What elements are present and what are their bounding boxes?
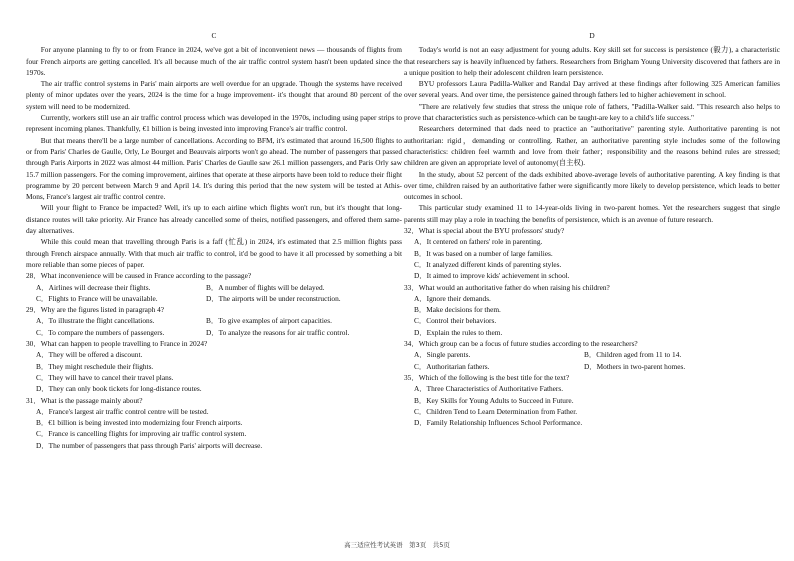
page-footer: 高三适应性考试英语 第3页 共5页 — [344, 541, 450, 549]
paragraph: The air traffic control systems in Paris' main airports are well overdue for an upgrade. Though the systems have received plenty of minor updates over the years, 2024 is the time for a huge improvement- it's thought that around 80 percent of the system will need to be modernized. — [26, 79, 402, 111]
question-stem: 28．What inconvenience will be caused in France according to the passage? — [26, 271, 252, 281]
questions-c — [26, 270, 402, 451]
paragraph: But that means there'll be a large number of cancellations. According to BFM, it's estimated that around 16,500 flights to or from Paris' Charles de Gaulle, Orly, Le Bourget and Beauvais airports won't go ahead. The number of passengers that passed through Paris Airports in 2022 was almost 44 million. Paris' Charles de Gaulle saw 26.1 million passengers, and Paris Orly saw 15.7 million passengers. For the coming improvement, airlines that operate at these airports have been told to reduce their flight programme by 20 percent between March 9 and April 14. It's during this period that the new system will be tested at Athis-Mons, France's largest air traffic control centre. — [26, 135, 402, 202]
answer-option: D．The airports will be under reconstruction. — [206, 293, 341, 303]
questions-d — [404, 225, 780, 428]
answer-option: C．France is cancelling flights for improving air traffic control system. — [36, 429, 247, 439]
answer-option: A．Three Characteristics of Authoritative Fathers. — [414, 384, 564, 394]
answer-option: C．To compare the numbers of passengers. — [36, 327, 165, 337]
answer-options — [26, 349, 402, 394]
answer-option: A．Ignore their demands. — [414, 293, 491, 303]
answer-options — [404, 349, 780, 372]
answer-option: B．They might reschedule their flights. — [36, 361, 154, 371]
question-stem: 30．What can happen to people travelling to France in 2024? — [26, 339, 208, 349]
answer-option: D．Explain the rules to them. — [414, 327, 503, 337]
answer-option: B．To give examples of airport capacities. — [206, 316, 332, 326]
left-column — [26, 30, 402, 451]
answer-options — [26, 282, 402, 305]
right-column — [404, 30, 780, 428]
answer-option: B．€1 billion is being invested into modernizing four French airports. — [36, 418, 243, 428]
question-stem: 32．What is special about the BYU professors' study? — [404, 226, 565, 236]
answer-option: D．Family Relationship Influences School Performance. — [414, 418, 583, 428]
answer-option: D．They can only book tickets for long-distance routes. — [36, 384, 202, 394]
answer-option: B．Make decisions for them. — [414, 305, 501, 315]
paragraph: For anyone planning to fly to or from France in 2024, we've got a bit of inconvenient news — thousands of flights from four French airports are getting cancelled. It's all because much of the air traffic control system hasn't been updated since the 1970s. — [26, 45, 402, 77]
passage-d — [404, 44, 780, 225]
answer-options — [26, 406, 402, 451]
paragraph: This particular study examined 11 to 14-year-olds living in two-parent homes. Yet the researchers suggest that single parents still may play a role in teaching the benefits of persistence, which is an avenue of future research. — [404, 203, 780, 224]
question-stem: 29．Why are the figures listed in paragraph 4? — [26, 305, 165, 315]
paragraph: Today's world is not an easy adjustment for young adults. Key skill set for success is persistence (毅力), a characteristic that researchers say is heavily influenced by fathers. Researchers from Brigham Young University discovered that fathers are in a unique position to help their adolescent children learn persistence. — [404, 45, 780, 77]
paragraph: In the study, about 52 percent of the dads exhibited above-average levels of authoritative parenting. A key finding is that over time, children raised by an authoritative father were significantly more likely to develop persistence, which leads to better outcomes in school. — [404, 169, 780, 202]
question-stem: 35．Which of the following is the best title for the text? — [404, 372, 570, 382]
answer-option: A．Single parents. — [414, 350, 471, 360]
answer-option: C．Control their behaviors. — [414, 316, 497, 326]
paragraph: Researchers determined that dads need to practice an "authoritative" parenting style. Authoritative parenting is not authoritarian: rigid，demanding or controlling. Rather, an authoritative parenting style includes some of the following characteristics: children feel warmth and love from their father；responsibility and the reasons behind rules are stressed; children are given an appropriate level of autonomy(自主权). — [404, 124, 780, 168]
answer-option: C．They will have to cancel their travel plans. — [36, 372, 174, 382]
answer-option: C．Authoritarian fathers. — [414, 361, 490, 371]
question-stem: 33．What would an authoritative father do when raising his children? — [404, 282, 610, 292]
answer-options — [404, 236, 780, 281]
answer-option: B．A number of flights will be delayed. — [206, 282, 325, 292]
answer-option: D．It aimed to improve kids' achievement in school. — [414, 271, 570, 281]
paragraph: Currently, workers still use an air traffic control process which was developed in the 1970s, including using paper strips to represent incoming planes. Thankfully, €1 billion is being invested into improving France's air traffic control. — [26, 113, 402, 134]
paragraph: While this could mean that travelling through Paris is a faff (忙乱) in 2024, it's estimated that 2.5 million flights pass through French airspace annually. With that much air traffic to control, it'd be good to have it all processed by something a bit more reliable than some pieces of paper. — [26, 237, 402, 269]
answer-option: A．Airlines will decrease their flights. — [36, 282, 151, 292]
answer-option: C．Children Tend to Learn Determination from Father. — [414, 406, 578, 416]
answer-options — [26, 315, 402, 338]
section-title-c: C — [211, 31, 217, 40]
paragraph: "There are relatively few studies that stress the unique role of fathers, "Padilla-Walker said. "This research also helps to prove that characteristics such as persistence-which can be taught-are key to a child's life success." — [404, 101, 780, 123]
answer-option: A．They will be offered a discount. — [36, 350, 143, 360]
answer-option: D．To analyze the reasons for air traffic control. — [206, 327, 350, 337]
answer-option: B．Children aged from 11 to 14. — [584, 350, 682, 360]
passage-c — [26, 44, 402, 270]
answer-option: D．Mothers in two-parent homes. — [584, 361, 686, 371]
question-stem: 34．Which group can be a focus of future studies according to the researchers? — [404, 339, 638, 349]
answer-options — [404, 293, 780, 338]
question-stem: 31．What is the passage mainly about? — [26, 395, 143, 405]
answer-option: A．It centered on fathers' role in parenting. — [414, 237, 543, 247]
paragraph: Will your flight to France be impacted? Well, it's up to each airline which flights won't run, but it's thought that long-distance routes will take priority. Air France has already cancelled some of theirs, notified passengers, and offered them same-day alternatives. — [26, 203, 402, 236]
answer-option: A．France's largest air traffic control centre will be tested. — [36, 406, 209, 416]
answer-option: C．Flights to France will be unavailable. — [36, 293, 158, 303]
section-title-d: D — [589, 31, 595, 40]
answer-option: D．The number of passengers that pass through Paris' airports will decrease. — [36, 440, 263, 450]
answer-option: A．To illustrate the flight cancellations. — [36, 316, 155, 326]
answer-option: C．It analyzed different kinds of parenting styles. — [414, 259, 562, 269]
paragraph: BYU professors Laura Padilla-Walker and Randal Day arrived at these findings after following 325 American families over several years. And over time, the persistence gained through fathers led to higher achievement in school. — [404, 79, 780, 100]
answer-options — [404, 383, 780, 428]
answer-option: B．Key Skills for Young Adults to Succeed in Future. — [414, 395, 574, 405]
answer-option: B．It was based on a number of large families. — [414, 248, 553, 258]
